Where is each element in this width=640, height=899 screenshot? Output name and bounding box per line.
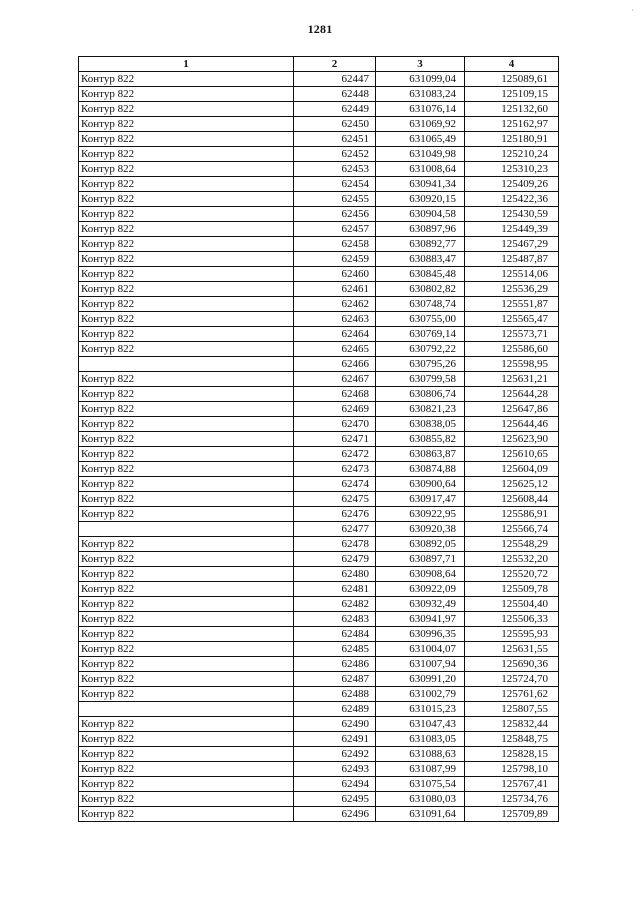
contour-name-cell: Контур 822	[79, 492, 294, 507]
contour-name-cell	[79, 702, 294, 717]
table-row	[79, 387, 559, 402]
contour-name-cell: Контур 822	[79, 267, 294, 282]
x-coordinate-cell: 630900,64	[376, 477, 465, 492]
x-coordinate-cell: 630892,05	[376, 537, 465, 552]
table-row	[79, 747, 559, 762]
point-number-cell: 62493	[294, 762, 376, 777]
y-coordinate-cell: 125310,23	[465, 162, 559, 177]
x-coordinate-cell: 630920,15	[376, 192, 465, 207]
x-coordinate-cell: 631069,92	[376, 117, 465, 132]
point-number-cell: 62492	[294, 747, 376, 762]
point-number-cell: 62460	[294, 267, 376, 282]
point-number-cell: 62490	[294, 717, 376, 732]
point-number-cell: 62488	[294, 687, 376, 702]
contour-name-cell: Контур 822	[79, 297, 294, 312]
y-coordinate-cell: 125586,60	[465, 342, 559, 357]
contour-name-cell: Контур 822	[79, 192, 294, 207]
table-row	[79, 507, 559, 522]
y-coordinate-cell: 125631,21	[465, 372, 559, 387]
x-coordinate-cell: 630755,00	[376, 312, 465, 327]
x-coordinate-cell: 630874,88	[376, 462, 465, 477]
table-row	[79, 702, 559, 717]
y-coordinate-cell: 125506,33	[465, 612, 559, 627]
point-number-cell: 62476	[294, 507, 376, 522]
y-coordinate-cell: 125422,36	[465, 192, 559, 207]
y-coordinate-cell: 125109,15	[465, 87, 559, 102]
table-body	[79, 72, 559, 822]
x-coordinate-cell: 630883,47	[376, 252, 465, 267]
contour-name-cell	[79, 522, 294, 537]
point-number-cell: 62459	[294, 252, 376, 267]
x-coordinate-cell: 631076,14	[376, 102, 465, 117]
y-coordinate-cell: 125604,09	[465, 462, 559, 477]
table-row	[79, 582, 559, 597]
contour-name-cell: Контур 822	[79, 567, 294, 582]
point-number-cell: 62496	[294, 807, 376, 822]
point-number-cell: 62468	[294, 387, 376, 402]
point-number-cell: 62447	[294, 72, 376, 87]
point-number-cell: 62466	[294, 357, 376, 372]
point-number-cell: 62453	[294, 162, 376, 177]
contour-name-cell: Контур 822	[79, 207, 294, 222]
point-number-cell: 62491	[294, 732, 376, 747]
y-coordinate-cell: 125828,15	[465, 747, 559, 762]
table-row	[79, 687, 559, 702]
table-row	[79, 597, 559, 612]
x-coordinate-cell: 631087,99	[376, 762, 465, 777]
x-coordinate-cell: 630748,74	[376, 297, 465, 312]
x-coordinate-cell: 631004,07	[376, 642, 465, 657]
table-row	[79, 447, 559, 462]
table-row	[79, 357, 559, 372]
x-coordinate-cell: 630838,05	[376, 417, 465, 432]
point-number-cell: 62452	[294, 147, 376, 162]
contour-name-cell: Контур 822	[79, 132, 294, 147]
column-header-3: 3	[376, 57, 465, 72]
x-coordinate-cell: 631047,43	[376, 717, 465, 732]
table-row	[79, 552, 559, 567]
table-row	[79, 522, 559, 537]
x-coordinate-cell: 630769,14	[376, 327, 465, 342]
point-number-cell: 62475	[294, 492, 376, 507]
x-coordinate-cell: 630897,71	[376, 552, 465, 567]
x-coordinate-cell: 630855,82	[376, 432, 465, 447]
y-coordinate-cell: 125608,44	[465, 492, 559, 507]
table-row	[79, 177, 559, 192]
contour-name-cell: Контур 822	[79, 222, 294, 237]
x-coordinate-cell: 630821,23	[376, 402, 465, 417]
x-coordinate-cell: 630799,58	[376, 372, 465, 387]
x-coordinate-cell: 631008,64	[376, 162, 465, 177]
point-number-cell: 62461	[294, 282, 376, 297]
y-coordinate-cell: 125761,62	[465, 687, 559, 702]
page-number: 1281	[307, 22, 333, 36]
table-row	[79, 432, 559, 447]
contour-name-cell: Контур 822	[79, 687, 294, 702]
contour-name-cell: Контур 822	[79, 627, 294, 642]
contour-name-cell: Контур 822	[79, 747, 294, 762]
x-coordinate-cell: 630792,22	[376, 342, 465, 357]
contour-name-cell: Контур 822	[79, 342, 294, 357]
contour-name-cell: Контур 822	[79, 147, 294, 162]
table-row	[79, 162, 559, 177]
point-number-cell: 62455	[294, 192, 376, 207]
table-row	[79, 222, 559, 237]
table-row	[79, 117, 559, 132]
y-coordinate-cell: 125595,93	[465, 627, 559, 642]
point-number-cell: 62458	[294, 237, 376, 252]
contour-name-cell: Контур 822	[79, 807, 294, 822]
x-coordinate-cell: 630941,97	[376, 612, 465, 627]
contour-name-cell: Контур 822	[79, 777, 294, 792]
y-coordinate-cell: 125623,90	[465, 432, 559, 447]
x-coordinate-cell: 630941,34	[376, 177, 465, 192]
point-number-cell: 62448	[294, 87, 376, 102]
x-coordinate-cell: 630920,38	[376, 522, 465, 537]
contour-name-cell: Контур 822	[79, 177, 294, 192]
x-coordinate-cell: 631007,94	[376, 657, 465, 672]
point-number-cell: 62487	[294, 672, 376, 687]
contour-name-cell: Контур 822	[79, 447, 294, 462]
table-row	[79, 477, 559, 492]
point-number-cell: 62485	[294, 642, 376, 657]
contour-name-cell: Контур 822	[79, 477, 294, 492]
y-coordinate-cell: 125514,06	[465, 267, 559, 282]
contour-name-cell: Контур 822	[79, 312, 294, 327]
point-number-cell: 62462	[294, 297, 376, 312]
point-number-cell: 62473	[294, 462, 376, 477]
y-coordinate-cell: 125551,87	[465, 297, 559, 312]
y-coordinate-cell: 125565,47	[465, 312, 559, 327]
y-coordinate-cell: 125210,24	[465, 147, 559, 162]
y-coordinate-cell: 125644,28	[465, 387, 559, 402]
contour-name-cell: Контур 822	[79, 717, 294, 732]
x-coordinate-cell: 631099,04	[376, 72, 465, 87]
table-row	[79, 147, 559, 162]
table-row	[79, 762, 559, 777]
y-coordinate-cell: 125409,26	[465, 177, 559, 192]
x-coordinate-cell: 630922,95	[376, 507, 465, 522]
x-coordinate-cell: 630806,74	[376, 387, 465, 402]
x-coordinate-cell: 630932,49	[376, 597, 465, 612]
y-coordinate-cell: 125644,46	[465, 417, 559, 432]
x-coordinate-cell: 631065,49	[376, 132, 465, 147]
contour-name-cell: Контур 822	[79, 612, 294, 627]
y-coordinate-cell: 125807,55	[465, 702, 559, 717]
table-row	[79, 342, 559, 357]
table-row	[79, 252, 559, 267]
x-coordinate-cell: 630908,64	[376, 567, 465, 582]
y-coordinate-cell: 125631,55	[465, 642, 559, 657]
table-row	[79, 627, 559, 642]
y-coordinate-cell: 125536,29	[465, 282, 559, 297]
contour-name-cell	[79, 357, 294, 372]
y-coordinate-cell: 125509,78	[465, 582, 559, 597]
x-coordinate-cell: 631088,63	[376, 747, 465, 762]
x-coordinate-cell: 630996,35	[376, 627, 465, 642]
y-coordinate-cell: 125089,61	[465, 72, 559, 87]
y-coordinate-cell: 125467,29	[465, 237, 559, 252]
x-coordinate-cell: 630795,26	[376, 357, 465, 372]
point-number-cell: 62465	[294, 342, 376, 357]
y-coordinate-cell: 125690,36	[465, 657, 559, 672]
x-coordinate-cell: 631080,03	[376, 792, 465, 807]
y-coordinate-cell: 125520,72	[465, 567, 559, 582]
table-row	[79, 642, 559, 657]
point-number-cell: 62451	[294, 132, 376, 147]
contour-name-cell: Контур 822	[79, 87, 294, 102]
point-number-cell: 62470	[294, 417, 376, 432]
y-coordinate-cell: 125832,44	[465, 717, 559, 732]
x-coordinate-cell: 631015,23	[376, 702, 465, 717]
contour-name-cell: Контур 822	[79, 72, 294, 87]
table-row	[79, 807, 559, 822]
contour-name-cell: Контур 822	[79, 402, 294, 417]
y-coordinate-cell: 125532,20	[465, 552, 559, 567]
contour-name-cell: Контур 822	[79, 162, 294, 177]
table-row	[79, 537, 559, 552]
contour-name-cell: Контур 822	[79, 417, 294, 432]
contour-name-cell: Контур 822	[79, 117, 294, 132]
table-row	[79, 492, 559, 507]
y-coordinate-cell: 125132,60	[465, 102, 559, 117]
table-row	[79, 792, 559, 807]
y-coordinate-cell: 125734,76	[465, 792, 559, 807]
contour-name-cell: Контур 822	[79, 507, 294, 522]
column-header-2: 2	[294, 57, 376, 72]
y-coordinate-cell: 125162,97	[465, 117, 559, 132]
x-coordinate-cell: 630991,20	[376, 672, 465, 687]
contour-name-cell: Контур 822	[79, 462, 294, 477]
y-coordinate-cell: 125598,95	[465, 357, 559, 372]
table-row	[79, 717, 559, 732]
point-number-cell: 62481	[294, 582, 376, 597]
point-number-cell: 62469	[294, 402, 376, 417]
point-number-cell: 62479	[294, 552, 376, 567]
x-coordinate-cell: 630897,96	[376, 222, 465, 237]
contour-name-cell: Контур 822	[79, 597, 294, 612]
point-number-cell: 62471	[294, 432, 376, 447]
table-row	[79, 612, 559, 627]
x-coordinate-cell: 631091,64	[376, 807, 465, 822]
point-number-cell: 62467	[294, 372, 376, 387]
x-coordinate-cell: 630904,58	[376, 207, 465, 222]
point-number-cell: 62482	[294, 597, 376, 612]
y-coordinate-cell: 125573,71	[465, 327, 559, 342]
y-coordinate-cell: 125586,91	[465, 507, 559, 522]
contour-name-cell: Контур 822	[79, 792, 294, 807]
contour-name-cell: Контур 822	[79, 537, 294, 552]
y-coordinate-cell: 125504,40	[465, 597, 559, 612]
y-coordinate-cell: 125647,86	[465, 402, 559, 417]
table-row	[79, 267, 559, 282]
x-coordinate-cell: 630802,82	[376, 282, 465, 297]
x-coordinate-cell: 631083,24	[376, 87, 465, 102]
x-coordinate-cell: 631002,79	[376, 687, 465, 702]
table-row	[79, 402, 559, 417]
point-number-cell: 62495	[294, 792, 376, 807]
table-row	[79, 567, 559, 582]
point-number-cell: 62472	[294, 447, 376, 462]
table-row	[79, 282, 559, 297]
x-coordinate-cell: 630892,77	[376, 237, 465, 252]
contour-name-cell: Контур 822	[79, 387, 294, 402]
coordinates-table	[78, 56, 559, 822]
contour-name-cell: Контур 822	[79, 327, 294, 342]
point-number-cell: 62480	[294, 567, 376, 582]
y-coordinate-cell: 125430,59	[465, 207, 559, 222]
table-row	[79, 732, 559, 747]
column-header-1: 1	[79, 57, 294, 72]
y-coordinate-cell: 125487,87	[465, 252, 559, 267]
table-row	[79, 192, 559, 207]
point-number-cell: 62449	[294, 102, 376, 117]
y-coordinate-cell: 125625,12	[465, 477, 559, 492]
y-coordinate-cell: 125767,41	[465, 777, 559, 792]
y-coordinate-cell: 125180,91	[465, 132, 559, 147]
y-coordinate-cell: 125548,29	[465, 537, 559, 552]
y-coordinate-cell: 125610,65	[465, 447, 559, 462]
contour-name-cell: Контур 822	[79, 237, 294, 252]
contour-name-cell: Контур 822	[79, 552, 294, 567]
contour-name-cell: Контур 822	[79, 432, 294, 447]
y-coordinate-cell: 125848,75	[465, 732, 559, 747]
point-number-cell: 62489	[294, 702, 376, 717]
point-number-cell: 62457	[294, 222, 376, 237]
table-row	[79, 207, 559, 222]
point-number-cell: 62450	[294, 117, 376, 132]
x-coordinate-cell: 630922,09	[376, 582, 465, 597]
point-number-cell: 62463	[294, 312, 376, 327]
contour-name-cell: Контур 822	[79, 582, 294, 597]
contour-name-cell: Контур 822	[79, 762, 294, 777]
table-row	[79, 312, 559, 327]
table-row	[79, 102, 559, 117]
y-coordinate-cell: 125724,70	[465, 672, 559, 687]
point-number-cell: 62477	[294, 522, 376, 537]
point-number-cell: 62478	[294, 537, 376, 552]
contour-name-cell: Контур 822	[79, 102, 294, 117]
column-header-4: 4	[465, 57, 559, 72]
y-coordinate-cell: 125798,10	[465, 762, 559, 777]
x-coordinate-cell: 631083,05	[376, 732, 465, 747]
table-row	[79, 327, 559, 342]
contour-name-cell: Контур 822	[79, 672, 294, 687]
x-coordinate-cell: 630863,87	[376, 447, 465, 462]
table-row	[79, 672, 559, 687]
contour-name-cell: Контур 822	[79, 252, 294, 267]
point-number-cell: 62474	[294, 477, 376, 492]
contour-name-cell: Контур 822	[79, 642, 294, 657]
contour-name-cell: Контур 822	[79, 372, 294, 387]
table-row	[79, 777, 559, 792]
table-row	[79, 87, 559, 102]
table-row	[79, 462, 559, 477]
point-number-cell: 62483	[294, 612, 376, 627]
point-number-cell: 62494	[294, 777, 376, 792]
y-coordinate-cell: 125709,89	[465, 807, 559, 822]
y-coordinate-cell: 125449,39	[465, 222, 559, 237]
x-coordinate-cell: 630917,47	[376, 492, 465, 507]
point-number-cell: 62484	[294, 627, 376, 642]
x-coordinate-cell: 630845,48	[376, 267, 465, 282]
table-header-row	[79, 57, 559, 72]
table-row	[79, 372, 559, 387]
contour-name-cell: Контур 822	[79, 657, 294, 672]
table-row	[79, 657, 559, 672]
point-number-cell: 62464	[294, 327, 376, 342]
table-row	[79, 132, 559, 147]
table-row	[79, 417, 559, 432]
table-row	[79, 297, 559, 312]
corner-mark: ·	[631, 6, 634, 15]
table-row	[79, 237, 559, 252]
point-number-cell: 62456	[294, 207, 376, 222]
contour-name-cell: Контур 822	[79, 732, 294, 747]
table-row	[79, 72, 559, 87]
point-number-cell: 62454	[294, 177, 376, 192]
x-coordinate-cell: 631075,54	[376, 777, 465, 792]
y-coordinate-cell: 125566,74	[465, 522, 559, 537]
x-coordinate-cell: 631049,98	[376, 147, 465, 162]
point-number-cell: 62486	[294, 657, 376, 672]
contour-name-cell: Контур 822	[79, 282, 294, 297]
